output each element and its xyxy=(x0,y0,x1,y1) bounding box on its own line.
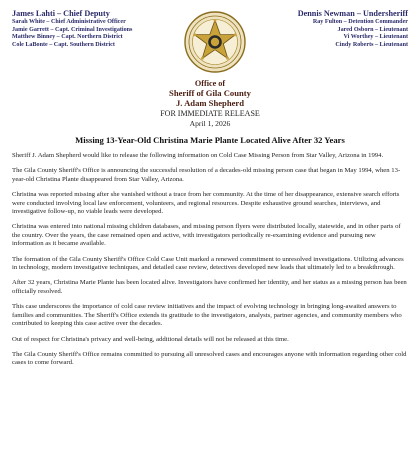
paragraph-disappearance: Christina was reported missing after she vanished without a trace from her community. At the time of her disappearance, extensive search efforts were conducted involving local law enforcement, volunteers, and regional resources. Despite exhaustive ground searches, interviews, and investigative follow-up, no viable leads were developed. xyxy=(12,191,400,216)
right-staff-list xyxy=(248,9,408,49)
paragraph-located: After 32 years, Christina Marie Plante has been located alive. Investigators have confirmed her identity, and her status as a missing person has been officially resolved. xyxy=(12,279,407,295)
office-label: Office of xyxy=(194,79,226,88)
release-label: FOR IMMEDIATE RELEASE xyxy=(160,109,260,118)
sheriff-star-badge-icon xyxy=(184,9,246,75)
paragraph-privacy: Out of respect for Christina's privacy and well-being, additional details will not be released at this time. xyxy=(12,335,289,343)
paragraph-announcement: The Gila County Sheriff's Office is announcing the successful resolution of a decades-old missing person case that began in May 1994, when 13-year-old Christina Plante disappeared from Star Valley, Arizona. xyxy=(12,167,401,183)
paragraph-importance: This case underscores the importance of cold case review initiatives and the impact of evolving technology in bringing long-awaited answers to families and communities. The Sheriff's Office extends its gratitude to the investigators, analysts, partner agencies, and community members who contributed to keeping this case active over the decades. xyxy=(12,303,402,328)
sheriff-name: J. Adam Shepherd xyxy=(175,98,245,108)
staff-chief-deputy: James Lahti – Chief Deputy xyxy=(12,9,110,18)
paragraph-commitment: The Gila County Sheriff's Office remains committed to pursuing all unresolved cases and encourages anyone with information regarding other cold cases to come forward. xyxy=(12,350,407,367)
release-date: April 1, 2026 xyxy=(189,118,231,128)
paragraph-cold-case-unit: The formation of the Gila County Sheriff's Office Cold Case Unit marked a renewed commitment to unresolved investigations. Utilizing advances in technology, modern investigative techniques, and detailed case review, detectives developed new leads that ultimately led to a breakthrough. xyxy=(12,255,404,272)
paragraph-intro: Sheriff J. Adam Shepherd would like to release the following information on Cold Case Missing Person from Star Valley, Arizona in 1994. xyxy=(12,152,384,159)
staff-undersheriff: Dennis Newman – Undersheriff xyxy=(297,9,408,18)
staff-lieutenant-roberts: Cindy Roberts – Lieutenant xyxy=(335,41,408,48)
staff-lieutenant-worthey: Vi Worthey – Lieutenant xyxy=(343,34,408,41)
staff-capt-criminal: Jamie Garrett – Capt. Criminal Investigations xyxy=(12,26,133,33)
office-block xyxy=(10,79,410,128)
release-body xyxy=(10,152,410,368)
staff-chief-admin: Sarah White – Chief Administrative Officer xyxy=(12,19,126,25)
staff-lieutenant-osborn: Jared Osborn – Lieutenant xyxy=(337,26,408,33)
letterhead xyxy=(10,9,410,135)
office-name: Sheriff of Gila County xyxy=(169,88,251,98)
paragraph-databases: Christina was entered into national missing children databases, and missing person flyers were distributed locally, statewide, and in other parts of the country. Over the years, the case remained open and active, with investigators periodically re-examining evidence and pursuing new information as it became available. xyxy=(12,223,401,248)
staff-capt-northern: Matthew Binney – Capt. Northern District xyxy=(12,34,123,41)
staff-capt-southern: Cole LaBonte – Capt. Southern District xyxy=(12,41,115,48)
headline: Missing 13-Year-Old Christina Marie Plante Located Alive After 32 Years xyxy=(75,135,345,145)
left-staff-list xyxy=(12,9,172,49)
staff-detention-commander: Ray Fulton – Detention Commander xyxy=(312,19,408,25)
